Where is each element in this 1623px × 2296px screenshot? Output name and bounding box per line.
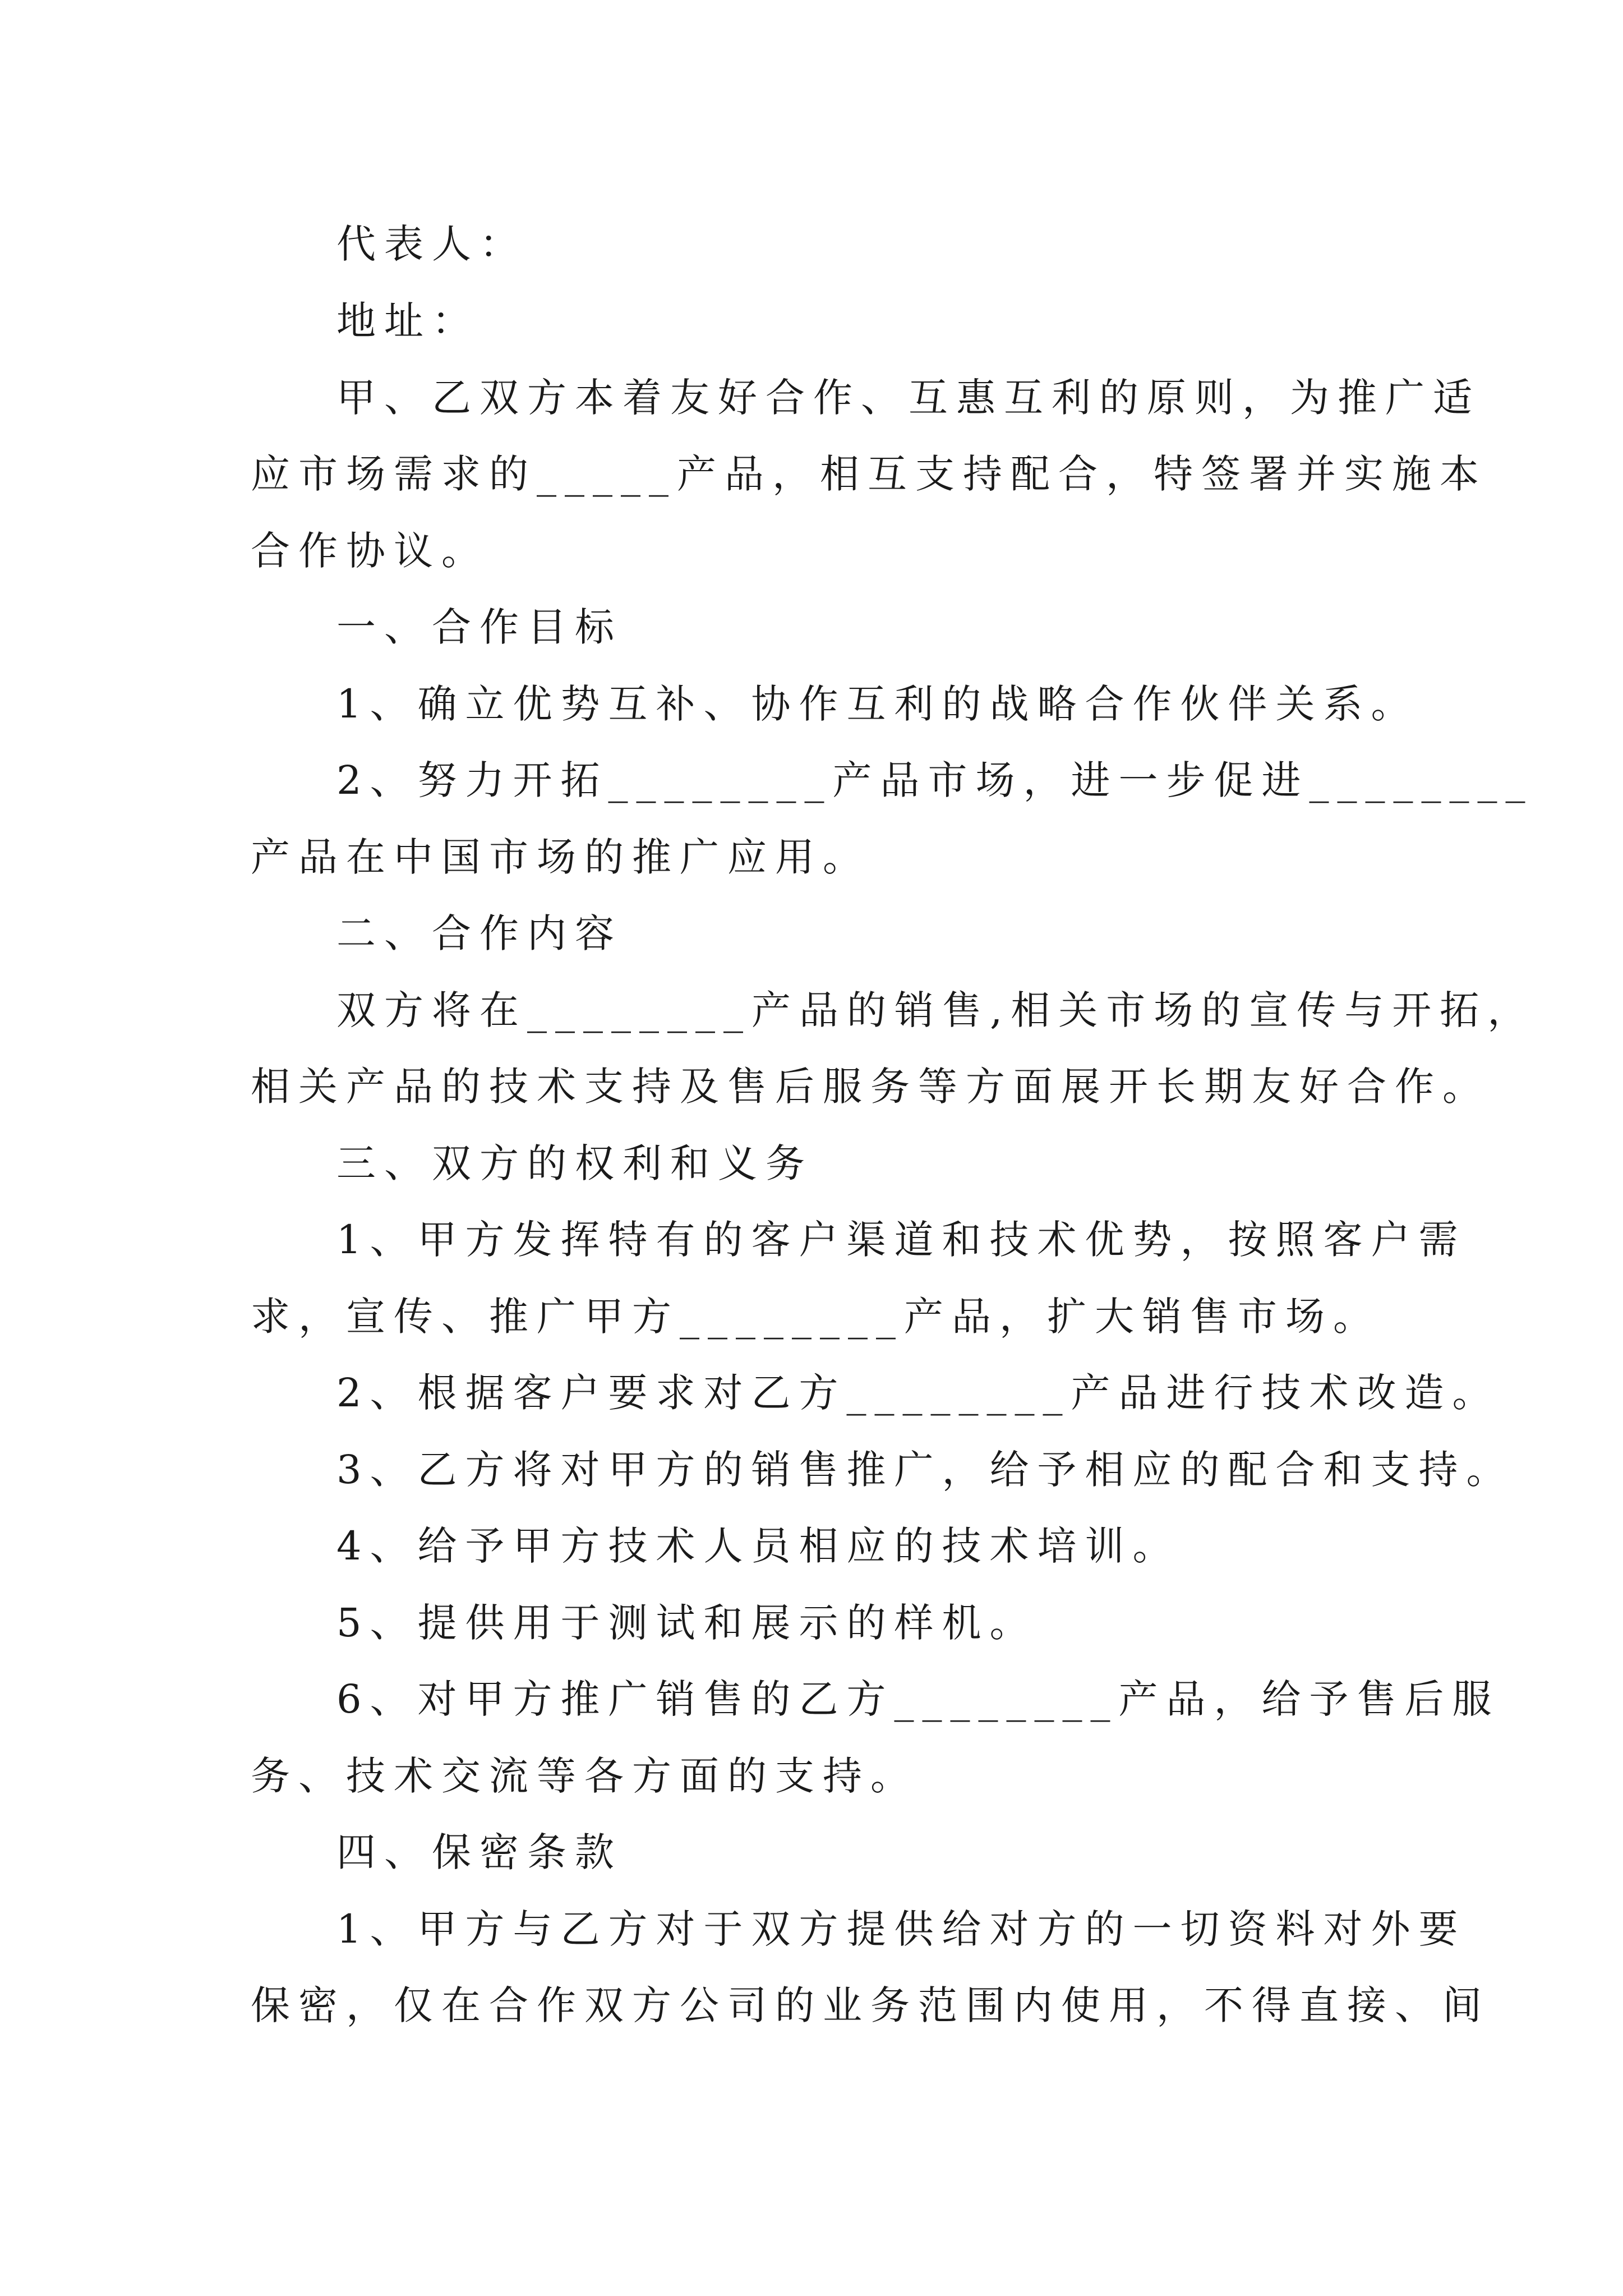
section-heading-rights: 三、双方的权利和义务 bbox=[336, 1140, 813, 1186]
goal-item: 1、确立优势互补、协作互利的战略合作伙伴关系。 bbox=[336, 681, 1419, 727]
rights-item: 2、根据客户要求对乙方________产品进行技术改造。 bbox=[336, 1370, 1500, 1416]
rights-item: 1、甲方发挥特有的客户渠道和技术优势，按照客户需 bbox=[336, 1217, 1467, 1263]
intro-paragraph-line: 合作协议。 bbox=[251, 528, 489, 574]
confidentiality-item-continuation: 保密，仅在合作双方公司的业务范围内使用，不得直接、间 bbox=[251, 1982, 1490, 2028]
content-paragraph-line: 相关产品的技术支持及售后服务等方面展开长期友好合作。 bbox=[251, 1064, 1490, 1110]
rights-item: 4、给予甲方技术人员相应的技术培训。 bbox=[336, 1523, 1181, 1569]
goal-item-continuation: 产品在中国市场的推广应用。 bbox=[251, 834, 870, 880]
rights-item-continuation: 求，宣传、推广甲方________产品，扩大销售市场。 bbox=[251, 1294, 1381, 1340]
intro-paragraph-line: 应市场需求的_____产品，相互支持配合，特签署并实施本 bbox=[251, 451, 1487, 497]
section-heading-content: 二、合作内容 bbox=[336, 910, 623, 956]
goal-item: 2、努力开拓________产品市场，进一步促进________ bbox=[336, 757, 1534, 803]
section-heading-goals: 一、合作目标 bbox=[336, 604, 623, 650]
rights-item-continuation: 务、技术交流等各方面的支持。 bbox=[251, 1753, 918, 1799]
content-paragraph-line: 双方将在________产品的销售,相关市场的宣传与开拓， bbox=[336, 987, 1536, 1033]
representative-label: 代表人： bbox=[336, 221, 527, 267]
intro-paragraph-line: 甲、乙双方本着友好合作、互惠互利的原则，为推广适 bbox=[336, 375, 1481, 421]
rights-item: 6、对甲方推广销售的乙方________产品，给予售后服 bbox=[336, 1676, 1500, 1722]
rights-item: 5、提供用于测试和展示的样机。 bbox=[336, 1600, 1038, 1646]
confidentiality-item: 1、甲方与乙方对于双方提供给对方的一切资料对外要 bbox=[336, 1906, 1467, 1952]
rights-item: 3、乙方将对甲方的销售推广，给予相应的配合和支持。 bbox=[336, 1447, 1514, 1493]
address-label: 地址： bbox=[336, 298, 479, 344]
section-heading-confidentiality: 四、保密条款 bbox=[336, 1829, 623, 1875]
